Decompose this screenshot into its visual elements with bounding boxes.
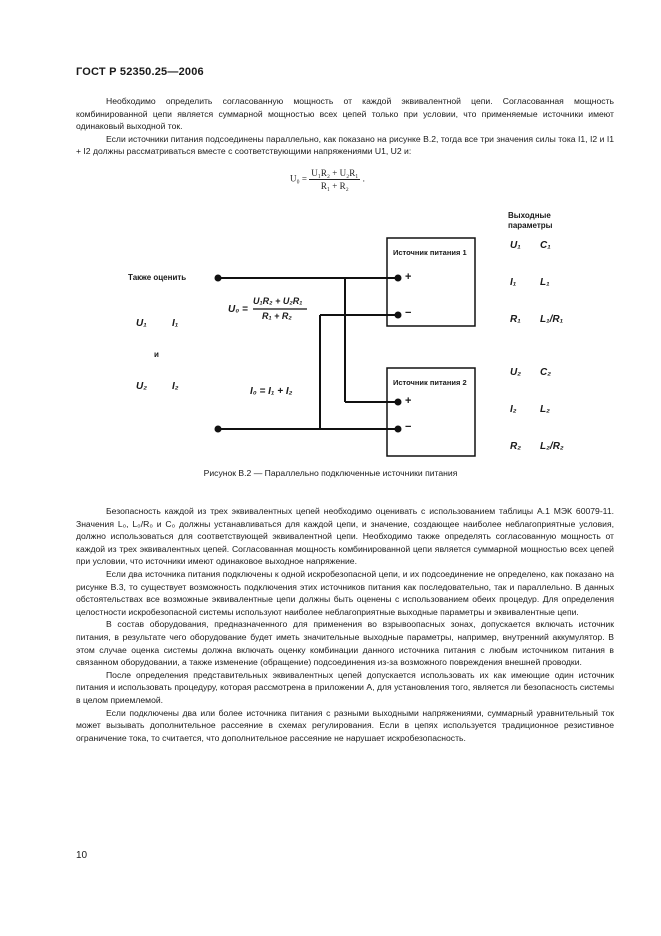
terminal-dot bbox=[395, 399, 402, 406]
terminal-dot bbox=[215, 275, 222, 282]
also-evaluate-label: Также оценить bbox=[128, 273, 187, 282]
minus-sign: − bbox=[405, 421, 412, 433]
terminal-dot bbox=[395, 426, 402, 433]
output-param-value: I₁ bbox=[510, 277, 517, 288]
output-param-value: R₂ bbox=[510, 441, 522, 452]
terminal-dot bbox=[395, 312, 402, 319]
circuit-diagram bbox=[110, 205, 590, 460]
i2-label: I₂ bbox=[172, 381, 179, 392]
minus-sign: − bbox=[405, 307, 412, 319]
plus-sign: + bbox=[405, 395, 412, 407]
diagram-uo-lhs: U₀ = bbox=[228, 304, 248, 315]
u2-label: U₂ bbox=[136, 381, 148, 392]
source2-label: Источник питания 2 bbox=[393, 378, 467, 387]
page-number: 10 bbox=[76, 850, 88, 861]
paragraph: Если источники питания подсоединены параллельно, как показано на рисунке В.2, тогда все три значения силы тока I1, I2 и I1 + I2 должны рассматриваться вместе с соответствующими напряжениями U1, U2 и: bbox=[76, 133, 614, 157]
output-params-title-line1: Выходные bbox=[508, 211, 551, 220]
top-text-block bbox=[76, 95, 614, 158]
diagram-uo-numerator: U₁R₂ + U₂R₁ bbox=[253, 296, 303, 306]
formula-denominator: R₁ + R₂ bbox=[320, 181, 349, 191]
figure-caption: Рисунок В.2 — Параллельно подключенные источники питания bbox=[203, 468, 458, 478]
paragraph: Безопасность каждой из трех эквивалентных цепей необходимо оценивать с использованием таблицы А.1 МЭК 60079-11. Значения L₀, L₀/R₀ и C₀ должны устанавливаться для каждой цепи, и значение, создающее наиболее неблагоприятные условия, должно использоваться для соответствующей эквивалентной цепи. Необходимо также определять согласованную мощность от каждой из трех эквивалентных цепей. Согласованная мощность комбинированной цепи является суммарной мощностью всех цепей при условии, что источники имеют одинаковое выходное напряжение. bbox=[76, 506, 614, 567]
source1-label: Источник питания 1 bbox=[393, 248, 467, 257]
formula-lhs: U₀ = bbox=[290, 173, 307, 184]
diagram-io-formula: I₀ = I₁ + I₂ bbox=[250, 386, 293, 397]
output-param-value: L₁/R₁ bbox=[540, 314, 564, 325]
terminal-dot bbox=[395, 275, 402, 282]
paragraph: Необходимо определить согласованную мощность от каждой эквивалентной цепи. Согласованная мощность комбинированной цепи является суммарной мощностью всех цепей только при условии, что применяемые источники имеют одинаковый выходной ток. bbox=[76, 96, 614, 132]
terminal-dot bbox=[215, 426, 222, 433]
output-params-title bbox=[508, 211, 553, 231]
paragraph: Если подключены два или более источника питания с разными выходными напряжениями, суммарный уравнительный ток может вызывать дополнительное рассеяние в схемах регулирования. Если в цепях используется традиционное резистивное ограничение тока, то считается, что дополнительное рассеяние не нарушает искробезопасность. bbox=[76, 707, 614, 743]
formula-fraction bbox=[309, 168, 360, 191]
output-param-value: I₂ bbox=[510, 404, 517, 415]
paragraph: В состав оборудования, предназначенного для применения во взрывоопасных зонах, допускается включать источник питания, в результате чего оборудование будет иметь значительные выходные параметры, например, внутренний аккумулятор. В этом случае оценка системы должна включать оценку комбинации данного источника питания с любым источником питания в связанном оборудовании, а также изменение (обращение) подсоединения из-за возможного повреждения внешней проводки. bbox=[76, 619, 614, 668]
formula-uo bbox=[290, 168, 365, 191]
output-param-value: R₁ bbox=[510, 314, 521, 325]
plus-sign: + bbox=[405, 271, 412, 283]
formula-tail: . bbox=[362, 173, 365, 184]
paragraph: После определения представительных эквивалентных цепей допускается использовать их как имеющие один источник питания и использовать процедуру, которая рассмотрена в приложении А, для установления того, является ли безопасность системы в целом приемлемой. bbox=[76, 669, 614, 705]
output-param-value: U₂ bbox=[510, 367, 522, 378]
formula-numerator: U₁R₂ + U₂R₁ bbox=[311, 168, 359, 178]
paragraph: Если два источника питания подключены к одной искробезопасной цепи, и их подсоединение не определено, как показано на рисунке В.3, то существует возможность подключения этих источников питания как последовательно, так и параллельно. В данных обстоятельствах все возможные эквивалентные цепи должны быть оценены с использованием обеих процедур. Для определения целостности искробезопасной системы используют наиболее неблагоприятные выходные параметры и эквивалентные цепи. bbox=[76, 568, 614, 617]
output-param-value: C₁ bbox=[540, 240, 551, 251]
u1-label: U₁ bbox=[136, 318, 147, 329]
output-params-title-line2: параметры bbox=[508, 221, 553, 230]
output-param-value: C₂ bbox=[540, 367, 552, 378]
document-header: ГОСТ Р 52350.25—2006 bbox=[76, 66, 204, 78]
output-param-value: L₁ bbox=[540, 277, 550, 288]
diagram-uo-denominator: R₁ + R₂ bbox=[262, 311, 292, 321]
output-param-value: L₂ bbox=[540, 404, 550, 415]
i1-label: I₁ bbox=[172, 318, 179, 329]
output-param-value: L₂/R₂ bbox=[540, 441, 564, 452]
bottom-text-block bbox=[76, 505, 614, 744]
output-param-value: U₁ bbox=[510, 240, 521, 251]
and-label: и bbox=[154, 350, 159, 359]
